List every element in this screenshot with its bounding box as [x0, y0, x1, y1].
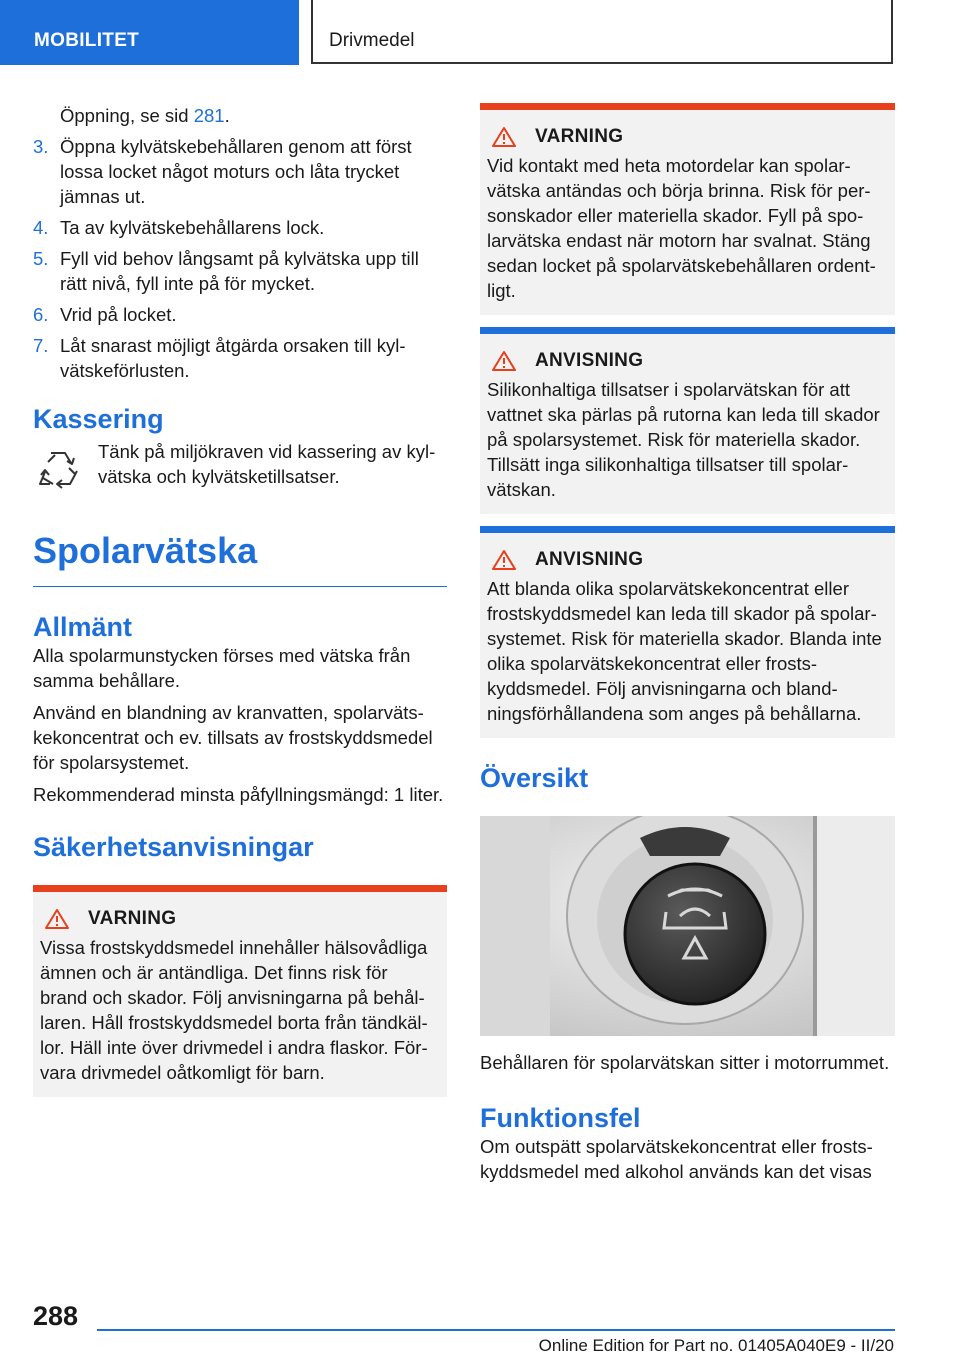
step-item: [33, 134, 447, 209]
sakerhet-heading: Säkerhetsanvisningar: [33, 832, 314, 862]
notice-triangle-icon: [491, 549, 517, 571]
allmant-heading: Allmänt: [33, 612, 133, 642]
warning-box: [33, 885, 447, 1097]
warning-text: Vid kontakt med heta motordelar kan spolarvätska antändas och börja brinna. Risk för personskador eller materiella skador. Fyll på spolarvätska endast när motorn har svalnat. Stäng sedan locket på spolarvätskebehållaren ordentligt.: [487, 155, 876, 301]
warning-text: Vissa frostskyddsmedel innehåller hälsovådliga ämnen och är antändliga. Det finns risk för brand och skador. Följ anvisningarna på behållaren. Håll frostskyddsmedel borta från tändkällor. Häll inte över drivmedel i andra flaskor. Förvara drivmedel oåtkomligt för barn.: [40, 937, 428, 1083]
header-section-tab: [0, 0, 299, 65]
header-chapter-label: Drivmedel: [329, 30, 415, 51]
kassering-block: [33, 439, 447, 495]
allmant-paragraph: Alla spolarmunstycken förses med vätska från samma behållare.: [33, 645, 411, 691]
header-chapter-tab: [311, 0, 893, 64]
step-text: Öppna kylvätskebehållaren genom att först lossa locket något moturs och låta trycket jämnas ut.: [60, 136, 412, 207]
step-item: [33, 302, 447, 327]
step-item: [33, 333, 447, 383]
step-number: 3.: [33, 136, 49, 157]
allmant-paragraph: Använd en blandning av kranvatten, spolarvätskekoncentrat och ev. tillsats av frostskyddsmedel för spolarsystemet.: [33, 702, 433, 773]
right-column: [480, 103, 895, 1191]
warning-title: VARNING: [88, 908, 177, 929]
step-number: 4.: [33, 217, 49, 238]
kassering-heading: Kassering: [33, 404, 164, 434]
step-intro: [33, 103, 447, 128]
notice-text: Silikonhaltiga tillsatser i spolarvätskan för att vattnet ska pärlas på rutorna kan leda till skador på spolarsystemet. Risk för materiella skador. Tillsätt inga silikonhaltiga tillsatser till spolarvätskan.: [487, 379, 880, 500]
footer-edition: Online Edition for Part no. 01405A040E9 - II/20: [538, 1336, 894, 1355]
step-intro-prefix: Öppning, se sid: [60, 105, 194, 126]
section-title-rule: [33, 586, 447, 587]
step-text: Fyll vid behov långsamt på kylvätska upp till rätt nivå, fyll inte på för mycket.: [60, 248, 419, 294]
page-number: 288: [33, 1301, 79, 1331]
funktionsfel-text: Om outspätt spolarvätskekoncentrat eller frostskyddsmedel med alkohol används kan det visas: [480, 1136, 873, 1182]
washer-cap-illustration: [480, 816, 895, 1036]
warning-title: VARNING: [535, 126, 624, 147]
notice-title: ANVISNING: [535, 350, 644, 371]
section-title: Spolarvätska: [33, 530, 258, 571]
recycle-icon: [33, 445, 83, 495]
step-number: 7.: [33, 335, 49, 356]
step-number: 5.: [33, 248, 49, 269]
warning-box: [480, 103, 895, 315]
washer-reservoir-photo: [480, 816, 895, 1036]
notice-text: Att blanda olika spolarvätskekoncentrat eller frostskyddsmedel kan leda till skador på spolarsystemet. Risk för materiella skador. Blanda inte olika spolarvätskekoncentrat eller frostskyddsmedel. Följ anvisningarna och blandningsförhållandena som anges på behållarna.: [487, 578, 882, 724]
notice-title: ANVISNING: [535, 549, 644, 570]
step-item: [33, 246, 447, 296]
left-column: [33, 103, 447, 1097]
notice-box: [480, 526, 895, 738]
funktionsfel-heading: Funktionsfel: [480, 1103, 641, 1133]
step-text: Ta av kylvätskebehållarens lock.: [60, 217, 325, 238]
footer-rule: [97, 1329, 895, 1331]
notice-triangle-icon: [491, 350, 517, 372]
warning-header: [487, 124, 887, 149]
notice-header: [487, 348, 887, 373]
step-number: 6.: [33, 304, 49, 325]
photo-caption: Behållaren för spolarvätskan sitter i motorrummet.: [480, 1052, 890, 1073]
warning-header: [40, 906, 439, 931]
header-section-label: MOBILITET: [34, 30, 140, 51]
notice-box: [480, 327, 895, 514]
step-item: [33, 215, 447, 240]
oversikt-heading: Översikt: [480, 763, 589, 793]
step-intro-suffix: .: [224, 105, 230, 126]
step-text: Låt snarast möjligt åtgärda orsaken till kylvätskeförlusten.: [60, 335, 406, 381]
warning-triangle-icon: [491, 126, 517, 148]
step-text: Vrid på locket.: [60, 304, 177, 325]
notice-header: [487, 547, 887, 572]
page-link-281[interactable]: 281: [193, 105, 225, 126]
allmant-paragraph: Rekommenderad minsta påfyllningsmängd: 1 liter.: [33, 784, 444, 805]
kassering-text: Tänk på miljökraven vid kassering av kylvätska och kylvätsketillsatser.: [98, 441, 436, 487]
warning-triangle-icon: [44, 908, 70, 930]
